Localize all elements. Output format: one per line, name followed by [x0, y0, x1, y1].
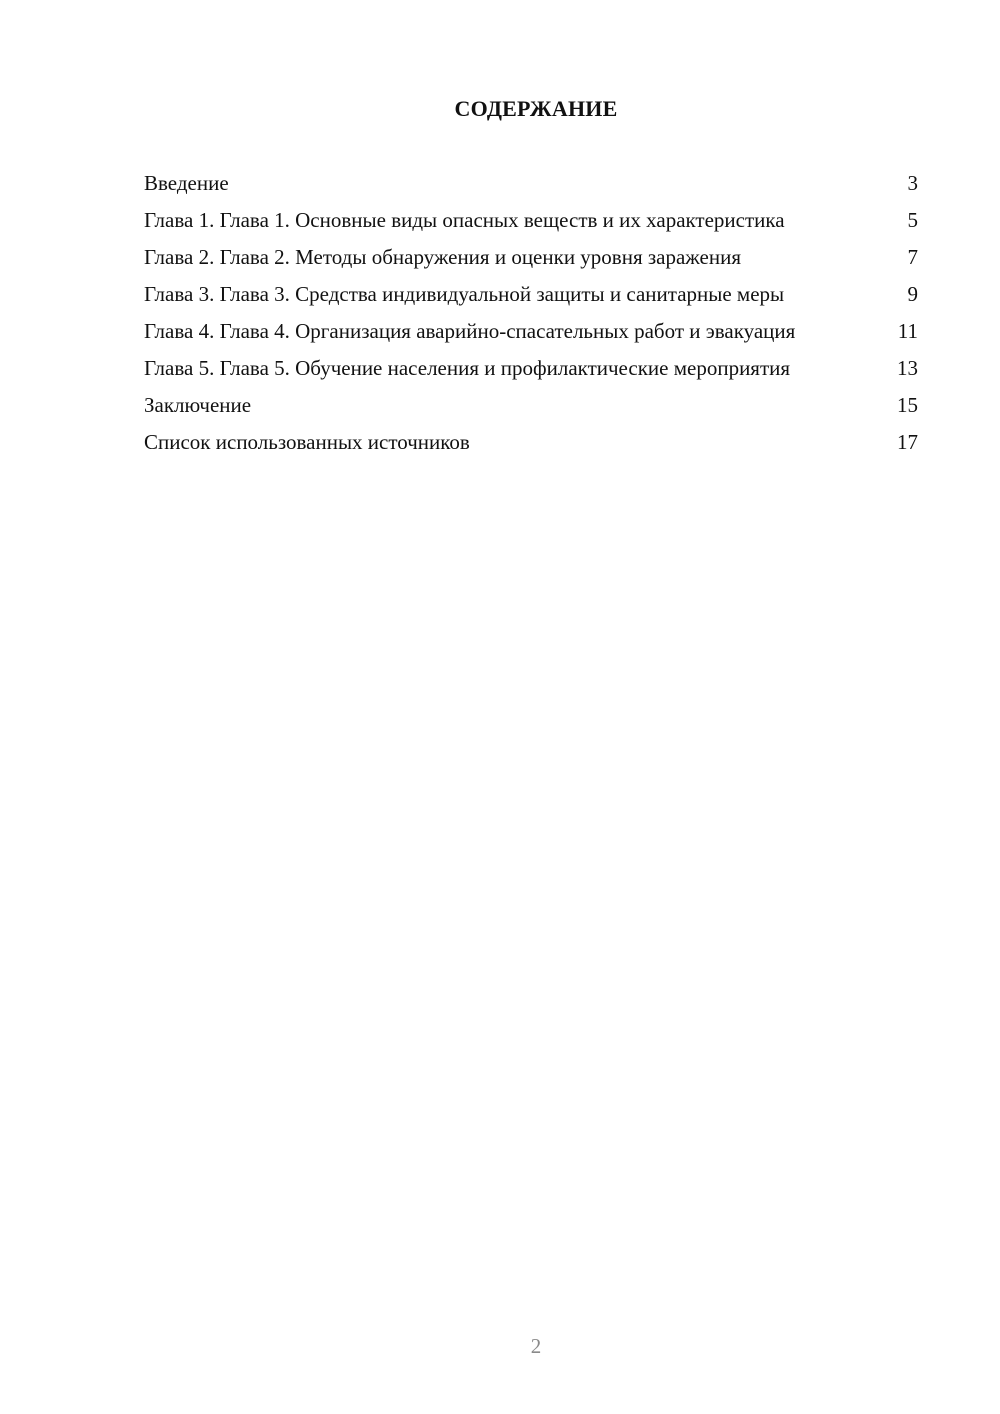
- toc-list: [144, 170, 918, 466]
- toc-entry-label: Глава 2. Глава 2. Методы обнаружения и оценки уровня заражения: [144, 245, 741, 269]
- toc-entry-chapter-1: [144, 207, 918, 234]
- toc-entry-label: Глава 1. Глава 1. Основные виды опасных веществ и их характеристика: [144, 208, 785, 232]
- toc-entry-chapter-5: [144, 355, 918, 382]
- toc-entry-label: Глава 4. Глава 4. Организация аварийно-спасательных работ и эвакуация: [144, 319, 796, 343]
- toc-entry-references: [144, 429, 918, 456]
- toc-entry-chapter-3: [144, 281, 918, 308]
- toc-entry-page: 5: [907, 208, 918, 232]
- toc-entry-page: 3: [907, 171, 918, 195]
- toc-entry-page: 9: [907, 282, 918, 306]
- toc-entry-label: Введение: [144, 171, 229, 195]
- toc-entry-label: Заключение: [144, 393, 252, 417]
- toc-entry-introduction: [144, 170, 918, 197]
- toc-entry-chapter-4: [144, 318, 918, 345]
- toc-entry-page: 13: [897, 356, 918, 380]
- toc-entry-label: Глава 3. Глава 3. Средства индивидуальной защиты и санитарные меры: [144, 282, 785, 306]
- page-number: 2: [530, 1334, 542, 1358]
- toc-entry-page: 11: [897, 319, 918, 343]
- toc-entry-page: 17: [897, 430, 918, 454]
- toc-entry-conclusion: [144, 392, 918, 419]
- toc-entry-label: Глава 5. Глава 5. Обучение населения и профилактические мероприятия: [144, 356, 791, 380]
- toc-entry-page: 7: [907, 245, 918, 269]
- toc-title: СОДЕРЖАНИЕ: [454, 96, 618, 121]
- toc-entry-page: 15: [897, 393, 918, 417]
- toc-entry-label: Список использованных источников: [144, 430, 470, 454]
- toc-entry-chapter-2: [144, 244, 918, 271]
